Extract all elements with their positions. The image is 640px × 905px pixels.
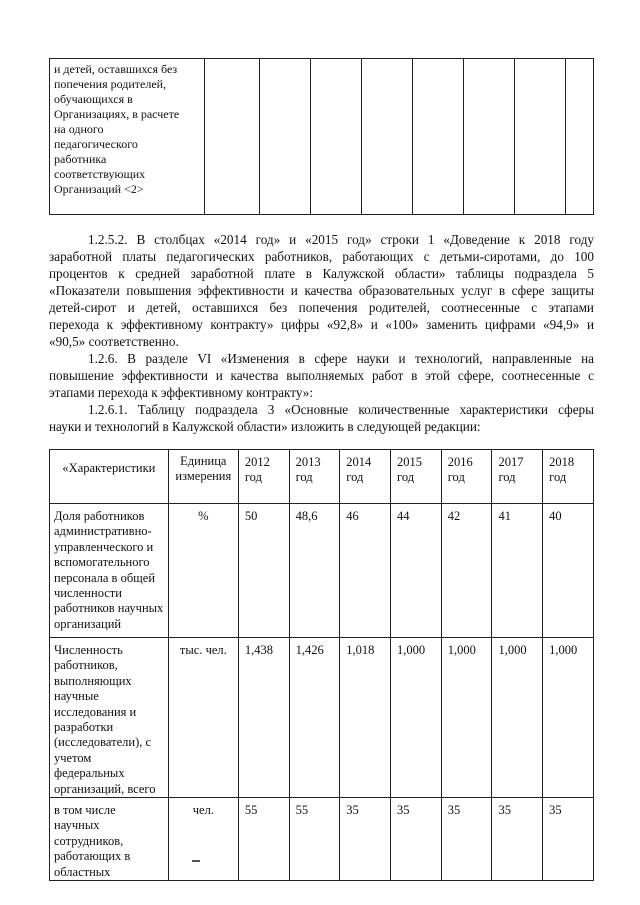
year-suffix: год (498, 470, 516, 485)
value-cell: 35 (340, 798, 391, 881)
header-year (289, 450, 340, 504)
year-label: 2017 (498, 455, 524, 469)
paragraph-1-2-5-2 (49, 231, 594, 350)
header-year (238, 450, 289, 504)
text-line: «Показатели повышения эффективности и качества образовательных услуг в сфере защиты (49, 283, 594, 298)
year-label: 2012 (244, 455, 270, 469)
empty-cell (311, 59, 362, 215)
year-label: 2013 (295, 455, 321, 469)
value-cell: 1,000 (492, 638, 543, 798)
year-suffix: год (397, 470, 415, 485)
header-year (543, 450, 594, 504)
header-characteristics: «Характеристики (50, 450, 169, 504)
value-cell: 1,000 (543, 638, 594, 798)
value-cell: 44 (391, 504, 442, 638)
label-line: попечения родителей, (54, 77, 167, 91)
label-line: организаций (54, 616, 122, 631)
label-line: выполняющих (54, 673, 132, 688)
row-label (54, 62, 200, 197)
value-cell: 50 (238, 504, 289, 638)
row-label-cell (50, 798, 169, 881)
value-cell: 35 (391, 798, 442, 881)
empty-cell (260, 59, 311, 215)
text-line: заработной платы педагогических работников, работающих с детьми-сиротами, до 100 (49, 249, 594, 264)
year-suffix: год (346, 470, 364, 485)
label-line: разработки (54, 720, 114, 735)
value-cell: 40 (543, 504, 594, 638)
value-cell: 41 (492, 504, 543, 638)
text-line: науки и технологий в Калужской области» изложить в следующей редакции: (49, 419, 481, 434)
year-suffix: год (244, 470, 262, 485)
label-line: управленческого и (54, 539, 154, 554)
scan-speck (192, 860, 200, 862)
row-label-cell (50, 504, 169, 638)
table-row (50, 638, 594, 798)
table-row (50, 504, 594, 638)
label-line: работников, (54, 658, 118, 673)
science-characteristics-table (49, 449, 594, 881)
year-label: 2018 (549, 455, 575, 469)
value-cell: 42 (441, 504, 492, 638)
label-line: работающих в (54, 849, 131, 864)
header-year (391, 450, 442, 504)
label-line: Численность (54, 643, 123, 657)
label-line: численности (54, 586, 122, 601)
text-line: «90,5» соответственно. (49, 334, 179, 349)
header-year (340, 450, 391, 504)
text-line: перехода к эффективному контракту» цифры «92,8» и «100» заменить цифрами «94,9» и (49, 317, 594, 332)
text-line: этапами перехода к эффективному контракту»: (49, 385, 314, 400)
empty-cell (413, 59, 464, 215)
year-label: 2014 (346, 455, 372, 469)
label-line: и детей, оставшихся без (54, 62, 178, 76)
text-line: повышение эффективности и качества выполняемых работ в этой сфере, соотнесенные с (49, 368, 594, 383)
row-label-cell (50, 638, 169, 798)
value-cell: 1,018 (340, 638, 391, 798)
value-cell: 1,000 (441, 638, 492, 798)
value-cell: 48,6 (289, 504, 340, 638)
value-cell: 55 (289, 798, 340, 881)
label-line: Организаций <2> (54, 182, 144, 196)
label-line: Доля работников (54, 509, 145, 523)
label-line: обучающихся в (54, 92, 133, 106)
value-cell: 35 (492, 798, 543, 881)
label-line: Организациях, в расчете (54, 107, 180, 121)
table-row (50, 798, 594, 881)
text-line: детей-сирот и детей, оставшихся без попечения родителей, соотнесенные с этапами (49, 300, 594, 315)
empty-cell (515, 59, 566, 215)
text-line: 1.2.6.1. Таблицу подраздела 3 «Основные количественные характеристики сферы (88, 402, 594, 417)
value-cell: 1,426 (289, 638, 340, 798)
empty-cell (464, 59, 515, 215)
header-unit-line: Единица (180, 454, 227, 468)
empty-cell (362, 59, 413, 215)
text-line: 1.2.6. В разделе VI «Изменения в сфере науки и технологий, направленные на (88, 351, 594, 366)
label-line: на одного (54, 122, 104, 136)
value-cell: 46 (340, 504, 391, 638)
text-line: 1.2.5.2. В столбцах «2014 год» и «2015 год» строки 1 «Доведение к 2018 году (88, 232, 594, 247)
year-suffix: год (295, 470, 313, 485)
unit-cell: % (168, 504, 238, 638)
paragraph-1-2-6 (49, 350, 594, 401)
label-line: педагогического (54, 137, 138, 151)
value-cell: 1,000 (391, 638, 442, 798)
row-label-cell (50, 59, 205, 215)
label-line: исследования и (54, 704, 137, 719)
value-cell: 35 (441, 798, 492, 881)
label-line: вспомогательного (54, 555, 150, 570)
label-line: административно- (54, 524, 152, 539)
header-row (50, 450, 594, 504)
value-cell: 55 (238, 798, 289, 881)
paragraph-1-2-6-1 (49, 401, 594, 435)
label-line: учетом федеральных (54, 750, 125, 781)
year-label: 2016 (447, 455, 473, 469)
text-line: процентов к средней заработной плате в Калужской области» таблицы подраздела 5 (49, 266, 594, 281)
label-line: научные (54, 689, 99, 704)
empty-cell (205, 59, 260, 215)
empty-cell (566, 59, 594, 215)
unit-cell: чел. (168, 798, 238, 881)
value-cell: 1,438 (238, 638, 289, 798)
label-line: в том числе научных (54, 803, 116, 833)
unit-cell: тыс. чел. (168, 638, 238, 798)
header-year (441, 450, 492, 504)
year-label: 2015 (397, 455, 423, 469)
table-row (50, 59, 594, 215)
value-cell: 35 (543, 798, 594, 881)
label-line: (исследователи), с (54, 735, 152, 750)
label-line: соответствующих (54, 167, 146, 181)
header-unit (168, 450, 238, 504)
year-suffix: год (447, 470, 465, 485)
label-line: областных (54, 864, 111, 879)
label-line: сотрудников, (54, 833, 124, 848)
year-suffix: год (549, 470, 567, 485)
header-year (492, 450, 543, 504)
label-line: персонала в общей (54, 570, 156, 585)
label-line: организаций, всего (54, 781, 156, 796)
header-unit-line: измерения (175, 469, 232, 484)
label-line: работников научных (54, 601, 164, 616)
label-line: работника (54, 152, 107, 166)
continuation-table (49, 58, 594, 215)
